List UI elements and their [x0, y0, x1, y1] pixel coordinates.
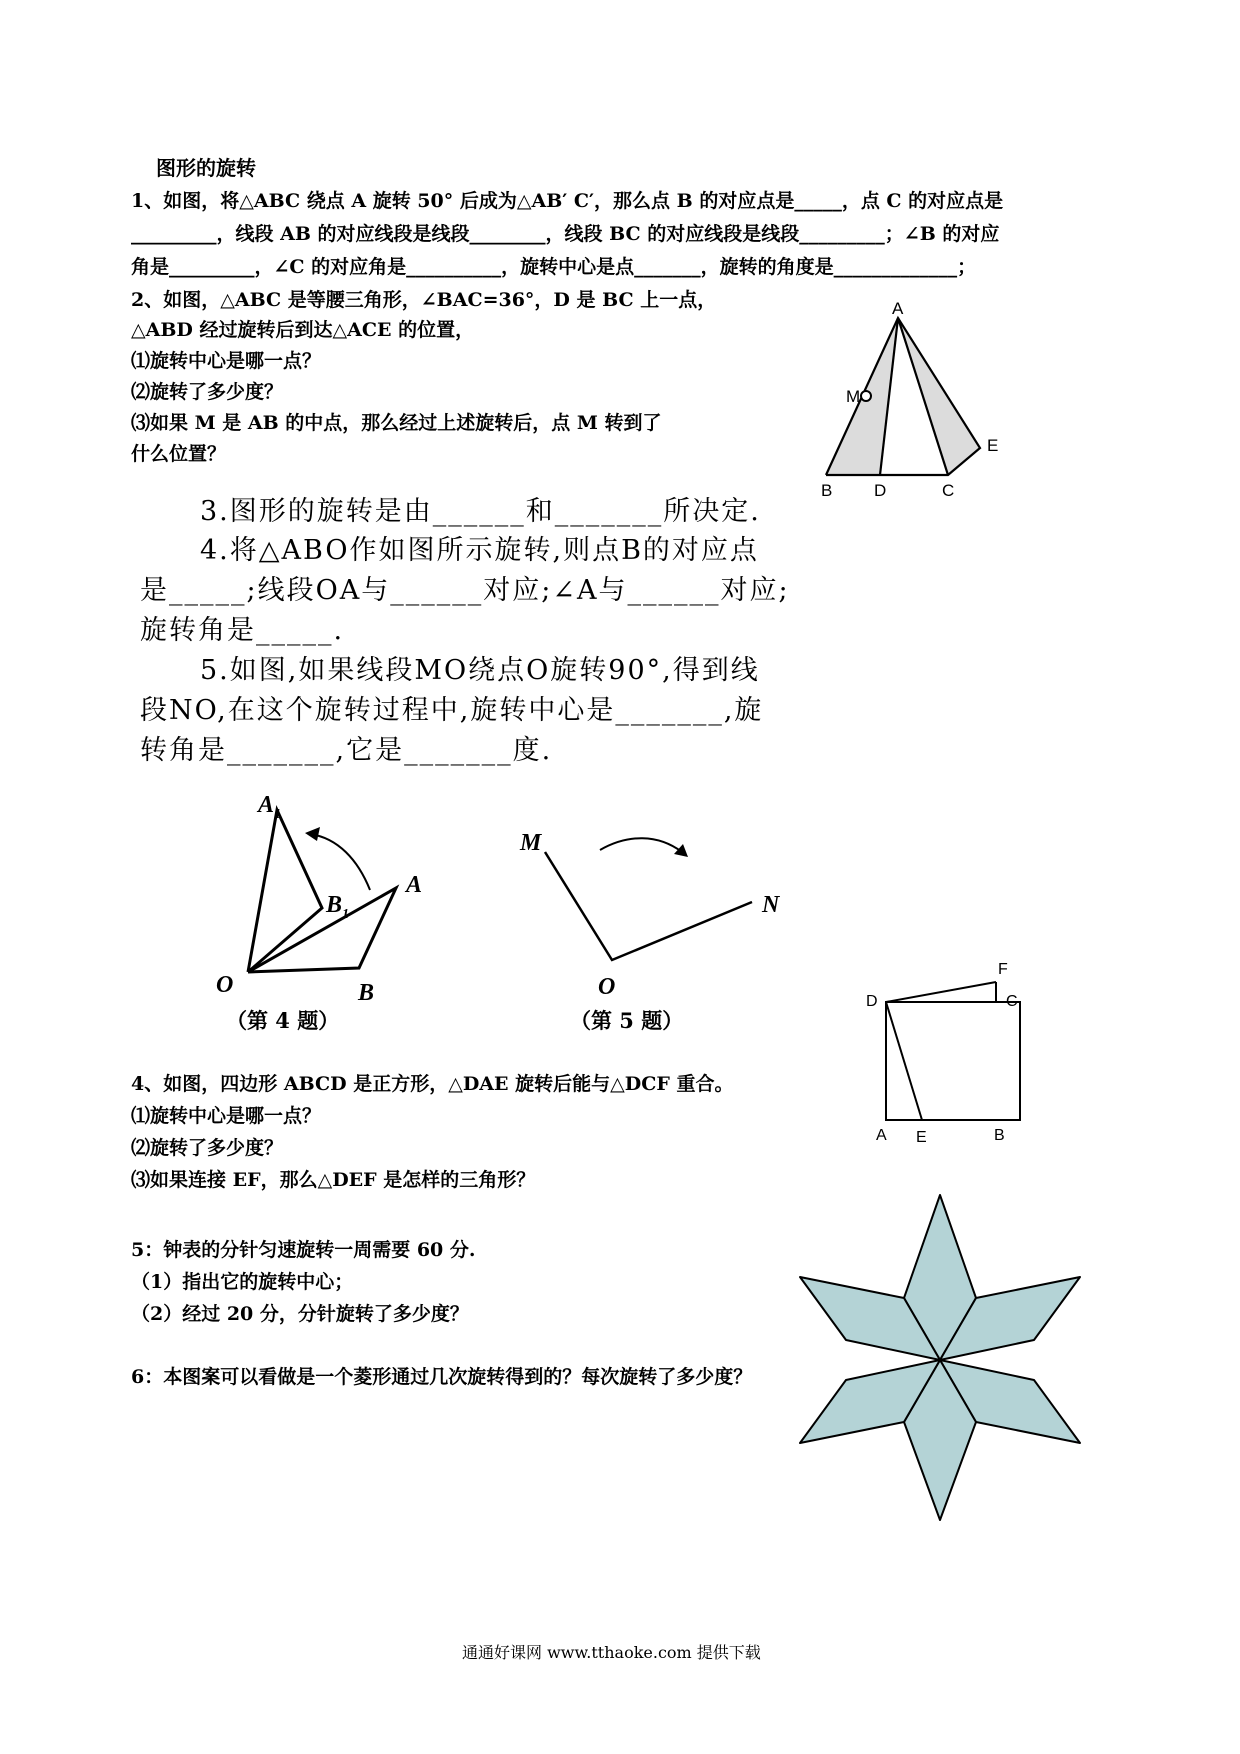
square-abcd-figure: [860, 940, 1020, 1146]
q4-line3: ⑵旋转了多少度？: [131, 1137, 284, 1159]
q5b-line1: 5.如图,如果线段MO绕点O旋转90°,得到线: [200, 655, 760, 686]
label-m-fig5: M: [520, 830, 542, 856]
rhombus-star-figure: [800, 1195, 1080, 1520]
rotation-arrow: [310, 834, 370, 890]
q1-line3: 角是_________，∠C 的对应角是__________，旋转中心是点_______，旋转的角度是_____________；: [131, 256, 977, 278]
label-e-sq: E: [916, 1129, 927, 1146]
triangle-abc-figure: [820, 300, 1010, 500]
q2-line5: ⑶如果 M 是 AB 的中点，那么经过上述旋转后，点 M 转到了: [131, 412, 662, 434]
q4-line4: ⑶如果连接 EF，那么△DEF 是怎样的三角形？: [131, 1169, 536, 1191]
label-a1: $A_1$: [258, 792, 282, 822]
point-m-marker: [861, 391, 871, 401]
label-a: A: [892, 299, 904, 318]
q6-line1: 6：本图案可以看做是一个菱形通过几次旋转得到的？每次旋转了多少度？: [131, 1366, 753, 1388]
q1-line1: 1、如图，将△ABC 绕点 A 旋转 50° 后成为△AB′ C′，那么点 B 的对应点是_____，点 C 的对应点是: [131, 190, 1004, 212]
page-title: 图形的旋转: [156, 156, 256, 180]
figure-4-caption: （第 4 题）: [226, 1008, 340, 1033]
label-b1: $B_1$: [326, 892, 350, 922]
figure-5-caption: （第 5 题）: [570, 1008, 684, 1033]
q4b-line1: 4.将△ABO作如图所示旋转,则点B的对应点: [200, 535, 759, 566]
q4b-line2: 是_____;线段OA与______对应;∠A与______对应;: [140, 575, 790, 606]
q4-line2: ⑴旋转中心是哪一点？: [131, 1105, 322, 1127]
label-c: C: [942, 481, 955, 500]
figure-4-rotation: [210, 790, 450, 1010]
rotation-arrow: [600, 838, 682, 852]
label-n-fig5: N: [762, 892, 780, 918]
q5b-line2: 段NO,在这个旋转过程中,旋转中心是_______,旋: [140, 695, 764, 726]
q5-line2: （1）指出它的旋转中心；: [131, 1271, 354, 1293]
triangle-ace-shade: [898, 318, 980, 475]
q3-line1: 3.图形的旋转是由______和_______所决定.: [200, 496, 761, 527]
label-b-sq: B: [994, 1127, 1005, 1144]
label-a-sq: A: [876, 1127, 887, 1144]
q2-line3: ⑴旋转中心是哪一点？: [131, 350, 322, 372]
q5-line1: 5：钟表的分针匀速旋转一周需要 60 分.: [131, 1239, 476, 1261]
q5-line3: （2）经过 20 分，分针旋转了多少度？: [131, 1303, 469, 1325]
label-o-fig4: O: [216, 972, 234, 998]
label-d-sq: D: [866, 993, 878, 1010]
q5b-line3: 转角是_______,它是_______度.: [140, 735, 553, 766]
label-m: M: [846, 387, 861, 406]
q4-line1: 4、如图，四边形 ABCD 是正方形，△DAE 旋转后能与△DCF 重合。: [131, 1073, 734, 1095]
q2-line2: △ABD 经过旋转后到达△ACE 的位置，: [131, 319, 475, 341]
label-b: B: [821, 481, 833, 500]
label-b-fig4: B: [358, 980, 375, 1006]
q1-line2: _________，线段 AB 的对应线段是线段________，线段 BC 的对应线段是线段_________；∠B 的对应: [131, 223, 1000, 245]
q4b-line3: 旋转角是_____.: [140, 615, 345, 646]
label-f: F: [998, 961, 1008, 978]
q2-line1: 2、如图，△ABC 是等腰三角形，∠BAC=36°，D 是 BC 上一点，: [131, 289, 717, 311]
label-o-fig5: O: [598, 974, 616, 1000]
label-c-sq: C: [1006, 993, 1018, 1010]
label-e: E: [987, 436, 999, 455]
q2-line4: ⑵旋转了多少度？: [131, 381, 284, 403]
label-a-fig4: A: [406, 872, 423, 898]
q2-line6: 什么位置？: [131, 443, 227, 465]
label-d: D: [874, 481, 887, 500]
figure-5-rotation: [500, 820, 800, 1000]
footer-text: 通通好课网 www.tthaoke.com 提供下载: [462, 1643, 761, 1662]
